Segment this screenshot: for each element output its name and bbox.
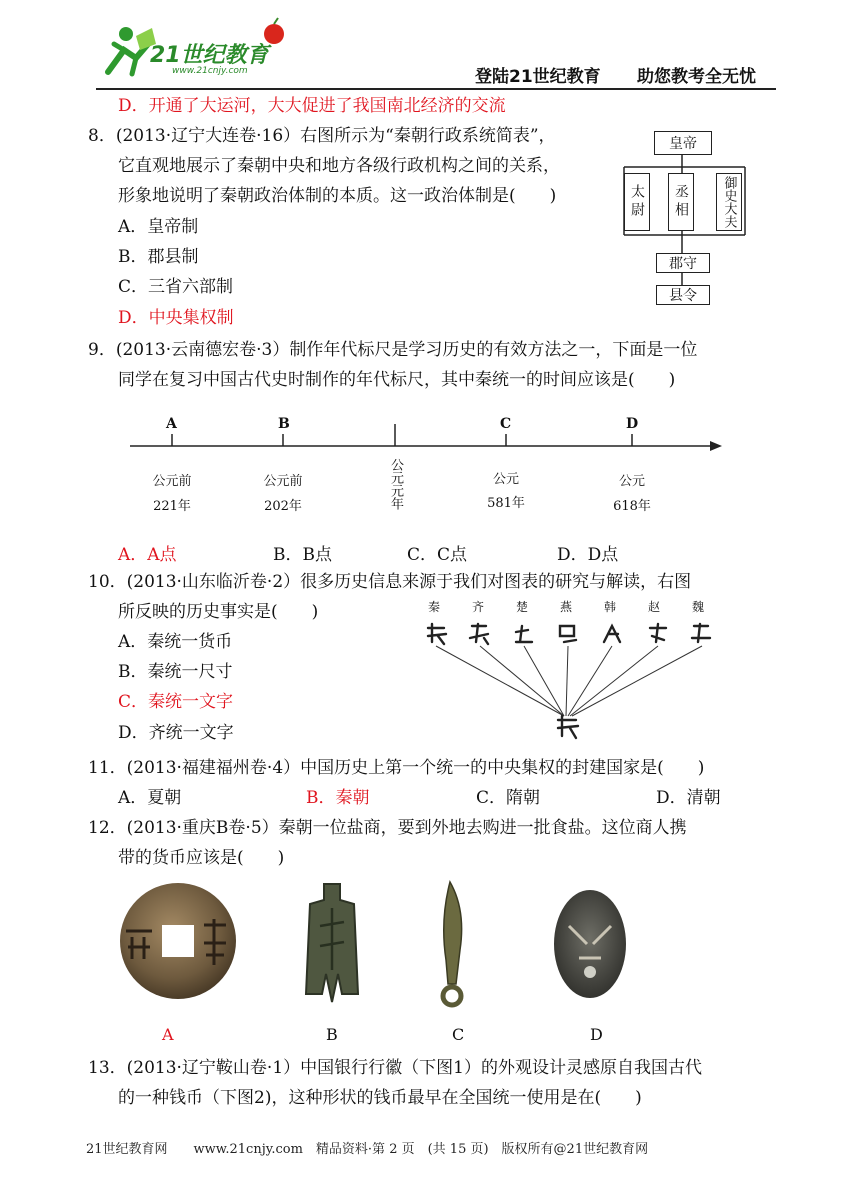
timeline-label-b2: 202年: [264, 499, 302, 514]
diagram-xianling: 县令: [656, 285, 710, 305]
timeline-label-d1: 公元: [618, 474, 645, 489]
q11-option-d: D．清朝: [656, 788, 721, 808]
state-label-yan: 燕: [560, 600, 573, 614]
coin-banliang-image: [118, 875, 238, 1010]
timeline-letter-c: C: [500, 416, 512, 432]
q9-line1: 9．(2013·云南德宏卷·3）制作年代标尺是学习历史的有效方法之一，下面是一位: [88, 340, 698, 360]
page-footer: 21世纪教育网 www.21cnjy.com 精品资料·第 2 页 (共 15 页) 版权所有@21世纪教育网: [86, 1142, 649, 1157]
timeline-letter-b: B: [278, 416, 290, 432]
timeline: [125, 410, 725, 530]
q11-line1: 11．(2013·福建福州卷·4）中国历史上第一个统一的中央集权的封建国家是( ): [88, 758, 705, 778]
timeline-label-a2: 221年: [153, 499, 191, 514]
prev-option-d: D．开通了大运河，大大促进了我国南北经济的交流: [118, 96, 506, 116]
state-label-chu: 楚: [516, 600, 529, 614]
state-label-wei: 魏: [692, 600, 705, 614]
q13-line1: 13．(2013·辽宁鞍山卷·1）中国银行行徽（下图1）的外观设计灵感原自我国古代: [88, 1058, 702, 1078]
state-label-qi: 齐: [472, 600, 485, 614]
diagram-emperor: 皇帝: [654, 131, 712, 155]
q12-line1: 12．(2013·重庆B卷·5）秦朝一位盐商，要到外地去购进一批食盐。这位商人携: [88, 818, 687, 838]
q8-option-b: B．郡县制: [118, 247, 199, 267]
q11-option-b: B．秦朝: [306, 788, 370, 808]
q11-option-c: C．隋朝: [476, 788, 541, 808]
q12-line2: 带的货币应该是( ): [118, 848, 285, 868]
q12-label-c: C: [452, 1025, 465, 1044]
header-rule: [96, 88, 776, 90]
q12-label-a: A: [162, 1025, 174, 1044]
timeline-label-ad1: 公元元年: [388, 458, 403, 510]
q8-option-c: C．三省六部制: [118, 277, 234, 297]
state-label-han: 韩: [604, 600, 617, 614]
q8-line1: 8．(2013·辽宁大连卷·16）右图所示为“秦朝行政系统简表”，: [88, 126, 556, 146]
q10-option-d: D．齐统一文字: [118, 723, 234, 743]
q10-line2: 所反映的历史事实是( ): [118, 602, 319, 622]
diagram-chengxiang: 丞相: [668, 173, 694, 231]
timeline-label-c2: 581年: [487, 496, 525, 511]
logo-url: www.21cnjy.com: [172, 66, 248, 76]
header-slogan-left: 登陆21世纪教育: [475, 67, 601, 87]
q12-label-b: B: [326, 1025, 338, 1044]
timeline-label-a1: 公元前: [152, 474, 192, 489]
q13-line2: 的一种钱币（下图2)，这种形状的钱币最早在全国统一使用是在( ): [118, 1088, 642, 1108]
header-slogan-right: 助您教考全无忧: [637, 67, 756, 87]
q9-option-b: B．B点: [273, 545, 332, 565]
qin-admin-diagram: [620, 125, 750, 315]
q9-option-d: D．D点: [557, 545, 619, 565]
q9-option-c: C．C点: [407, 545, 468, 565]
q8-line2: 它直观地展示了秦朝中央和地方各级行政机构之间的关系，: [118, 156, 560, 176]
timeline-label-c1: 公元: [492, 472, 519, 487]
q10-line1: 10．(2013·山东临沂卷·2）很多历史信息来源于我们对图表的研究与解读，右图: [88, 572, 692, 592]
q8-option-d: D．中央集权制: [118, 308, 234, 328]
q10-option-a: A．秦统一货币: [118, 632, 233, 652]
timeline-label-b1: 公元前: [263, 474, 303, 489]
state-label-zhao: 赵: [648, 600, 661, 614]
state-label-qin: 秦: [428, 600, 441, 614]
script-unification-figure: [420, 598, 720, 743]
q11-option-a: A．夏朝: [118, 788, 182, 808]
coin-knife-image: [430, 880, 475, 1010]
diagram-yushidafu: 御史大夫: [716, 173, 742, 231]
q8-line3: 形象地说明了秦朝政治体制的本质。这一政治体制是( ): [118, 186, 557, 206]
coin-antnose-image: [545, 882, 635, 1007]
q9-line2: 同学在复习中国古代史时制作的年代标尺，其中秦统一的时间应该是( ): [118, 370, 676, 390]
diagram-junshou: 郡守: [656, 253, 710, 273]
timeline-label-d2: 618年: [613, 499, 651, 514]
q9-option-a: A．A点: [118, 545, 177, 565]
timeline-letter-a: A: [166, 416, 177, 432]
q8-option-a: A．皇帝制: [118, 217, 199, 237]
logo-text: 21世纪教育: [150, 43, 269, 68]
timeline-letter-d: D: [626, 416, 639, 432]
diagram-taiwei: 太尉: [624, 173, 650, 231]
q12-label-d: D: [590, 1025, 603, 1044]
q10-option-b: B．秦统一尺寸: [118, 662, 233, 682]
script-glyphs-and-lines: [420, 598, 720, 743]
coin-spade-image: [292, 882, 372, 1007]
q10-option-c: C．秦统一文字: [118, 692, 234, 712]
